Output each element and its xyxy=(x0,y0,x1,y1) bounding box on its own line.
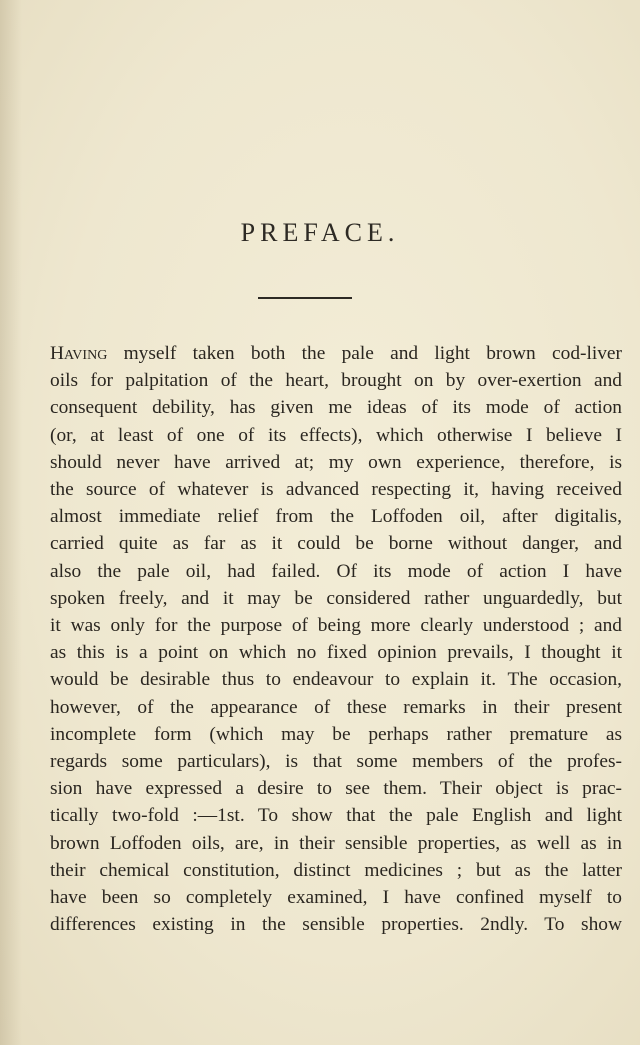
text-line: differences existing in the sensible properties. 2ndly. To show xyxy=(50,914,622,936)
text-line: almost immediate relief from the Loffoden oil, after digitalis, xyxy=(50,506,622,528)
text-line: regards some particulars), is that some members of the profes- xyxy=(50,751,622,773)
text-line: however, of the appearance of these remarks in their present xyxy=(50,696,622,718)
page-title: PREFACE. xyxy=(240,218,400,247)
preface-paragraph xyxy=(50,340,622,938)
text-line: (or, at least of one of its effects), which otherwise I believe I xyxy=(50,424,622,446)
text-line: have been so completely examined, I have confined myself to xyxy=(50,887,622,909)
text-line: it was only for the purpose of being more clearly understood ; and xyxy=(50,615,622,637)
text-line: their chemical constitution, distinct medicines ; but as the latter xyxy=(50,859,622,881)
page-edge-shadow xyxy=(0,0,22,1045)
text-line: also the pale oil, had failed. Of its mode of action I have xyxy=(50,560,622,582)
lead-word: Having xyxy=(50,343,108,364)
text-line: sion have expressed a desire to see them. Their object is prac- xyxy=(50,778,622,800)
text-line: oils for palpitation of the heart, brought on by over-exertion and xyxy=(50,370,622,392)
text-line: Having myself taken both the pale and light brown cod-liver xyxy=(50,343,622,364)
text-line: incomplete form (which may be perhaps rather premature as xyxy=(50,723,622,745)
text-line: spoken freely, and it may be considered rather unguardedly, but xyxy=(50,587,622,609)
text-line: would be desirable thus to endeavour to explain it. The occasion, xyxy=(50,669,622,691)
text-line: the source of whatever is advanced respecting it, having received xyxy=(50,479,622,501)
text-line: consequent debility, has given me ideas of its mode of action xyxy=(50,397,622,419)
text-line: as this is a point on which no fixed opinion prevails, I thought it xyxy=(50,642,622,664)
text-line: should never have arrived at; my own experience, therefore, is xyxy=(50,451,622,473)
text-line: carried quite as far as it could be borne without danger, and xyxy=(50,533,622,555)
text-line: brown Loffoden oils, are, in their sensible properties, as well as in xyxy=(50,832,622,854)
title-rule xyxy=(258,297,352,299)
text-line: tically two-fold :—1st. To show that the pale English and light xyxy=(50,805,622,827)
